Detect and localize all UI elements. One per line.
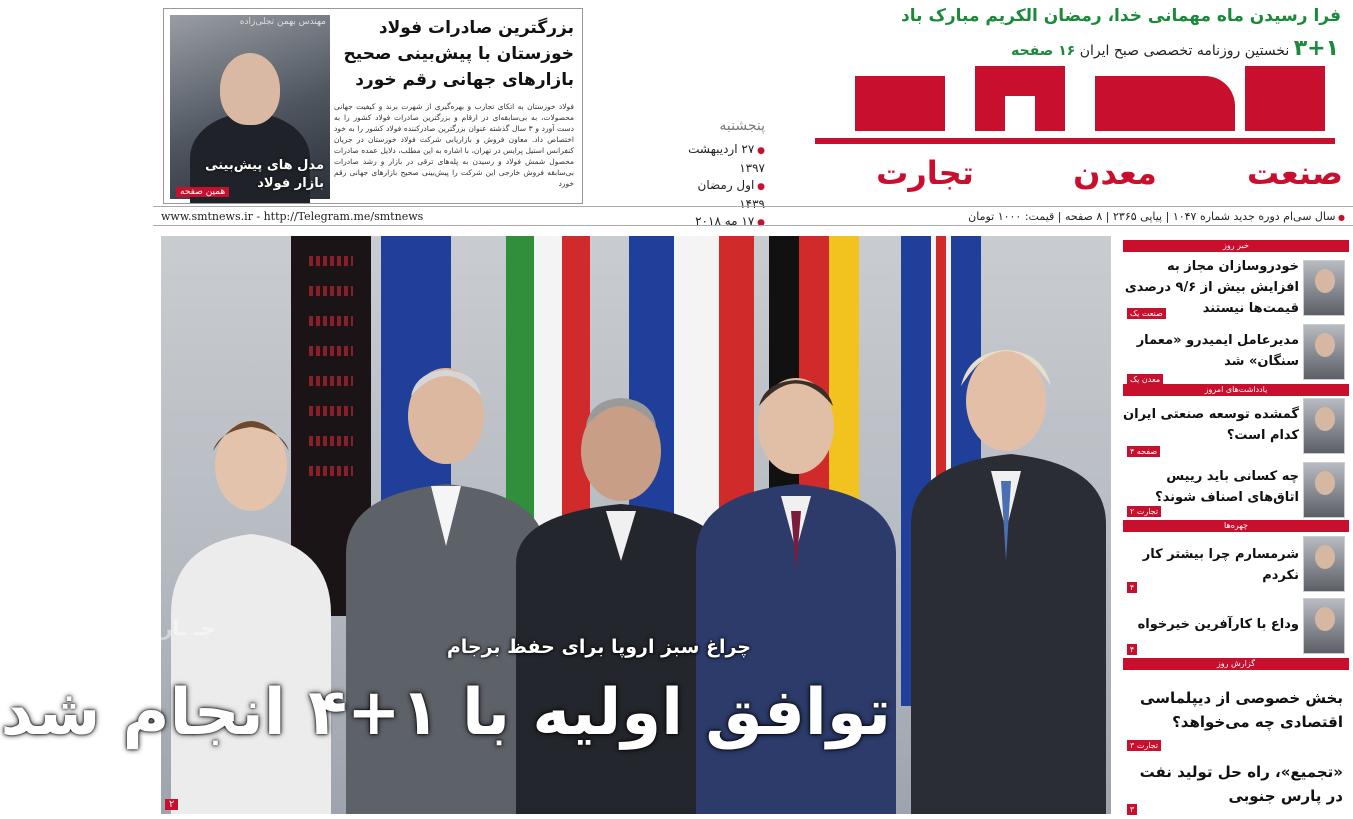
- sidebar-item-imidro[interactable]: مدیرعامل ایمیدرو «معمار سنگان» شد معدن یک: [1123, 320, 1349, 382]
- newspaper-logo: [815, 56, 1343, 196]
- watermark: جـ ـار: [161, 616, 216, 640]
- date-lunar: ● اول رمضان ۱۴۳۹: [673, 177, 765, 213]
- thumb-portrait: [1303, 598, 1345, 654]
- thumb-portrait: [1303, 398, 1345, 454]
- top-story-box[interactable]: [163, 8, 583, 204]
- sidebar-item-guild-chambers[interactable]: چه کسانی باید رییس اتاق‌های اصناف شوند؟ تجارت ۲: [1123, 462, 1349, 520]
- main-headline[interactable]: توافق اولیه با ۱+۴ انجام شد: [0, 676, 891, 750]
- sidebar-item-automakers[interactable]: خودروسازان مجاز به افزایش بیش از ۹/۶ درصدی قیمت‌ها نیستند صنعت یک: [1123, 256, 1349, 318]
- news-sidebar: [1119, 240, 1349, 816]
- website-info[interactable]: www.smtnews.ir - http://Telegram.me/smtnews: [161, 210, 424, 223]
- section-news-of-day: خبر روز: [1123, 240, 1349, 252]
- main-photo: [0, 236, 1111, 814]
- svg-text:صنعت: صنعت: [1247, 154, 1343, 192]
- issue-info-bar: [153, 206, 1353, 226]
- svg-text:معدن: معدن: [1073, 154, 1157, 192]
- sidebar-item-farewell[interactable]: وداع با کارآفرین خیرخواه ۴: [1123, 598, 1349, 656]
- photo-tag: همین صفحه: [176, 187, 229, 197]
- ramadan-tagline: فرا رسیدن ماه مهمانی خدا، رمضان الکریم مبارک باد: [901, 6, 1341, 26]
- weekday: پنجشنبه: [719, 118, 765, 134]
- promo-big: ۳+۱: [1293, 36, 1339, 61]
- photo-caption: مدل های پیش‌بینی بازار فولاد: [205, 158, 324, 191]
- top-story-headline[interactable]: بزرگترین صادرات فولاد خوزستان با پیش‌بینی صحیح بازارهای جهانی رقم خورد: [343, 18, 574, 90]
- section-report: گزارش روز: [1123, 658, 1349, 670]
- page-mark: ۲: [165, 799, 178, 810]
- top-story-body: فولاد خوزستان به اتکای تجارب و بهره‌گیری از شهرت برند و کیفیت جهانی محصولات، به بی‌سابقه‌ای در ارقام و بزرگترین صادرات فولاد کشور را به دست آورد و ۳ سال گذشته عنوان بزرگترین صادرکننده فولاد کشور را به خود اختصاص داد. معاون فروش و بازاریابی شرکت فولاد خوزستان در جریان کنفرانس استیل پرایس در تهران، با اشاره به این مطلب، دلایل عمده صادرات محصول شمش فولاد و رسیدن به پله‌های ترقی در بازار و رشد صادرات بی‌سابقه فروش خارجی این شرکت را پیش‌بینی صحیح بازارهای جهانی رقم خورد: [334, 102, 574, 188]
- date-solar: ● ۲۷ اردیبهشت ۱۳۹۷: [673, 141, 765, 177]
- date-gregorian: ● ۱۷ مه ۲۰۱۸: [673, 213, 765, 232]
- section-notes: یادداشت‌های امروز: [1123, 384, 1349, 396]
- sidebar-item-south-pars[interactable]: «تجمیع»، راه حل تولید نفت در پارس جنوبی ۳: [1123, 754, 1349, 814]
- thumb-portrait: [1303, 462, 1345, 518]
- top-story-photo: [170, 15, 330, 199]
- promo-text: نخستین روزنامه تخصصی صبح ایران: [1079, 43, 1290, 59]
- sidebar-item-industrial-development[interactable]: گمشده توسعه صنعتی ایران کدام است؟ صفحه ۴: [1123, 398, 1349, 458]
- thumb-portrait: [1303, 324, 1345, 380]
- svg-text:تجارت: تجارت: [876, 154, 974, 192]
- thumb-portrait: [1303, 536, 1345, 592]
- promo-pages: ۱۶ صفحه: [1011, 43, 1076, 59]
- section-faces: چهره‌ها: [1123, 520, 1349, 532]
- thumb-portrait: [1303, 260, 1345, 316]
- sidebar-item-ashamed[interactable]: شرمسارم چرا بیشتر کار نکردم ۴: [1123, 534, 1349, 594]
- photo-credit: مهندس بهمن تجلی‌زاده: [239, 17, 326, 27]
- issue-info: ● سال سی‌ام دوره جدید شماره ۱۰۴۷ | پیاپی ۲۳۶۵ | ۸ صفحه | قیمت: ۱۰۰۰ تومان: [968, 210, 1345, 223]
- sidebar-item-private-sector[interactable]: بخش خصوصی از دیپلماسی اقتصادی چه می‌خواهد؟ تجارت ۳: [1123, 676, 1349, 752]
- main-subhead: چراغ سبز اروپا برای حفظ برجام: [446, 636, 751, 658]
